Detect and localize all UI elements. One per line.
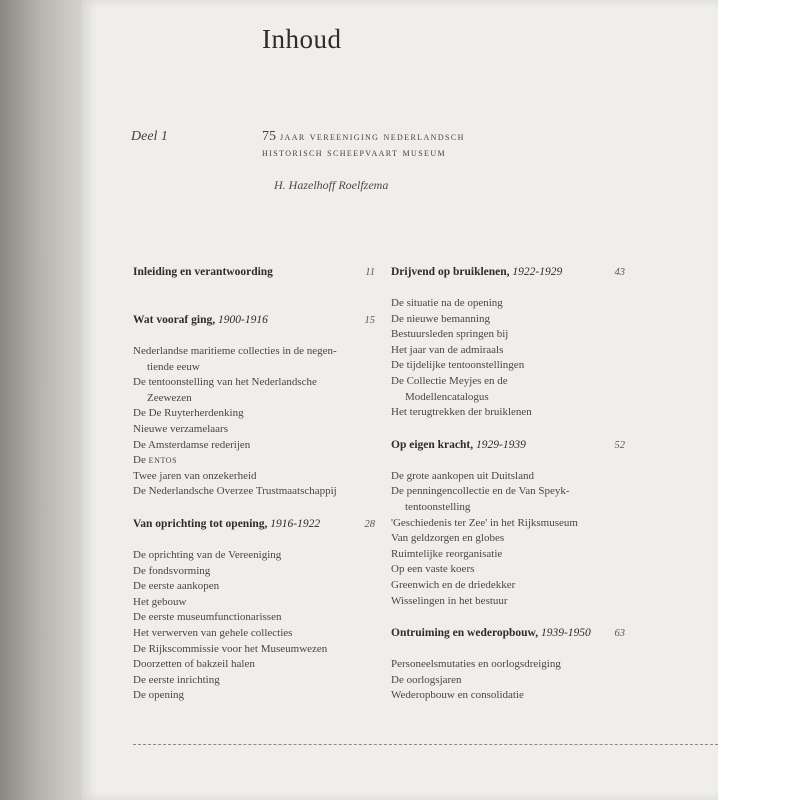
toc-entry: Wisselingen in het bestuur — [391, 594, 508, 607]
toc-entry: Het gebouw — [133, 595, 187, 608]
toc-entry: Het verwerven van gehele collecties — [133, 626, 293, 639]
toc-entry: De penningencollectie en de Van Speyk- — [391, 485, 570, 498]
toc-entry: Ruimtelijke reorganisatie — [391, 547, 503, 560]
toc-entry: De De Ruyterherdenking — [133, 407, 244, 420]
toc-entry: 'Geschiedenis ter Zee' in het Rijksmuseum — [391, 516, 578, 529]
toc-entry: De Amsterdamse rederijen — [133, 438, 251, 451]
toc-entry: De oorlogsjaren — [391, 673, 462, 686]
part-label: Deel 1 — [131, 129, 168, 144]
section-page-number: 63 — [614, 628, 625, 640]
toc-entry: De Rijkscommissie voor het Museumwezen — [133, 642, 328, 655]
section-item-list — [391, 657, 625, 704]
section-item-list — [133, 344, 375, 500]
section-spacer — [133, 500, 375, 514]
toc-entry: De fondsvorming — [133, 564, 211, 577]
toc-section — [391, 262, 625, 421]
section-heading-text — [133, 310, 268, 330]
section-item-list — [133, 548, 375, 704]
toc-entry: Personeelsmutaties en oorlogsdreiging — [391, 658, 561, 671]
toc-section — [133, 310, 375, 500]
toc-section — [133, 262, 375, 282]
dashed-divider — [133, 744, 718, 745]
section-years: 1939-1950 — [540, 627, 591, 640]
section-heading-text — [133, 514, 320, 534]
section-title: Drijvend op bruiklenen, — [391, 266, 510, 278]
toc-entry: Het jaar van de admiraals — [391, 343, 504, 356]
toc-column-left — [133, 262, 375, 704]
part-title — [262, 129, 592, 161]
page-title: Inhoud — [262, 24, 342, 54]
toc-entry: De entos — [133, 454, 178, 467]
section-title: Op eigen kracht, — [391, 438, 474, 451]
toc-entry: De tentoonstelling van het Nederlandsche — [133, 376, 317, 389]
section-heading — [133, 262, 375, 282]
section-title: Wat vooraf ging, — [133, 314, 216, 326]
toc-entry: Wederopbouw en consolidatie — [391, 689, 524, 702]
toc-section — [391, 435, 625, 609]
section-item-list — [391, 469, 625, 609]
book-spine-shadow — [0, 0, 82, 800]
toc-entry: De oprichting van de Vereeniging — [133, 548, 282, 561]
toc-entry: Bestuursleden springen bij — [391, 328, 509, 341]
section-page-number: 28 — [364, 518, 375, 530]
section-page-number: 15 — [364, 315, 375, 326]
toc-entry: De eerste inrichting — [133, 673, 220, 686]
section-heading — [391, 623, 625, 643]
section-years: 1900-1916 — [217, 314, 268, 326]
section-heading-text — [391, 623, 591, 643]
toc-entry: De tijdelijke tentoonstellingen — [391, 359, 525, 372]
toc-entry: Nieuwe verzamelaars — [133, 422, 228, 435]
toc-entry: De Collectie Meyjes en de — [391, 374, 508, 387]
toc-section — [391, 623, 625, 704]
section-title: Inleiding en verantwoording — [133, 266, 273, 278]
section-page-number: 11 — [365, 267, 375, 278]
background-edge — [718, 0, 800, 800]
section-heading-text — [391, 435, 526, 455]
section-item-list — [391, 296, 625, 421]
toc-column-right — [391, 262, 625, 704]
section-years: 1916-1922 — [270, 517, 321, 530]
toc-entry: tiende eeuw — [147, 360, 200, 373]
toc-entry: Greenwich en de driedekker — [391, 578, 516, 591]
section-heading-text — [391, 262, 562, 282]
toc-section — [133, 514, 375, 704]
section-heading — [133, 514, 375, 534]
section-years: 1929-1939 — [475, 438, 526, 451]
part-title-line-2: historisch scheepvaart museum — [262, 147, 447, 159]
section-title: Van oprichting tot opening, — [133, 517, 268, 530]
toc-entry: De grote aankopen uit Duitsland — [391, 469, 534, 482]
section-page-number: 52 — [614, 439, 625, 451]
toc-entry: Het terugtrekken der bruiklenen — [391, 406, 532, 419]
toc-entry: De opening — [133, 689, 185, 702]
section-spacer — [391, 609, 625, 623]
toc-entry: De situatie na de opening — [391, 297, 503, 309]
section-spacer — [133, 282, 375, 310]
section-heading — [391, 435, 625, 455]
toc-entry: De nieuwe bemanning — [391, 312, 490, 325]
toc-entry: Zeewezen — [147, 391, 192, 404]
section-spacer — [391, 421, 625, 435]
toc-entry: Nederlandse maritieme collecties in de negen- — [133, 345, 337, 357]
toc-entry: Twee jaren van onzekerheid — [133, 469, 257, 482]
section-heading — [133, 310, 375, 330]
toc-entry: Modellencatalogus — [405, 390, 489, 403]
toc-entry: tentoonstelling — [405, 500, 471, 513]
part-number: 75 — [262, 129, 276, 144]
toc-entry: De eerste aankopen — [133, 580, 220, 593]
toc-entry-abbrev: entos — [148, 454, 178, 467]
section-heading — [391, 262, 625, 282]
toc-entry: Van geldzorgen en globes — [391, 532, 505, 545]
section-heading-text — [133, 262, 273, 282]
toc-entry: Op een vaste koers — [391, 563, 475, 576]
section-page-number: 43 — [614, 267, 625, 278]
part-title-line-1: jaar vereeniging nederlandsch — [280, 131, 465, 143]
toc-entry: De eerste museumfunctionarissen — [133, 611, 282, 624]
toc-entry: De Nederlandsche Overzee Trustmaatschappij — [133, 485, 337, 498]
toc-entry: Doorzetten of bakzeil halen — [133, 658, 255, 671]
section-years: 1922-1929 — [512, 266, 563, 278]
section-title: Ontruiming en wederopbouw, — [391, 627, 539, 640]
part-author: H. Hazelhoff Roelfzema — [274, 178, 389, 192]
